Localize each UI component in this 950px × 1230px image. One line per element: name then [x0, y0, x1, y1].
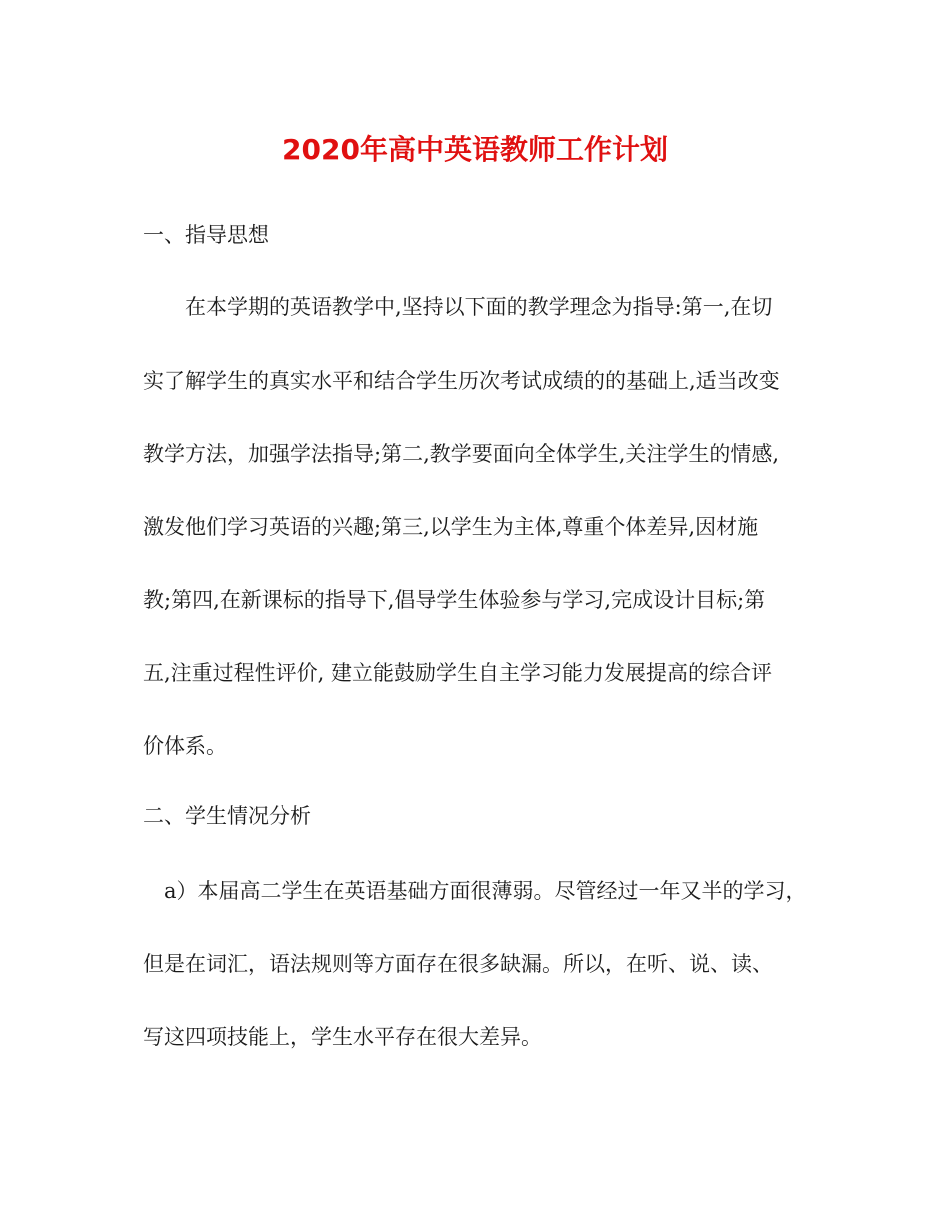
paragraph-line: a）本届高二学生在英语基础方面很薄弱。尽管经过一年又半的学习，: [143, 879, 807, 903]
paragraph-line: 写这四项技能上，学生水平存在很大差异。: [143, 1025, 542, 1049]
section-heading-guiding-thought: 一、指导思想: [143, 223, 269, 247]
paragraph-line: 教学方法，加强学法指导;第二,教学要面向全体学生,关注学生的情感,: [143, 442, 780, 466]
paragraph-line: 教;第四,在新课标的指导下,倡导学生体验参与学习,完成设计目标;第: [143, 588, 766, 612]
paragraph-line: 激发他们学习英语的兴趣;第三,以学生为主体,尊重个体差异,因材施: [143, 515, 759, 539]
paragraph-line: 在本学期的英语教学中,坚持以下面的教学理念为指导:第一,在切: [143, 295, 773, 319]
paragraph-line: 但是在词汇，语法规则等方面存在很多缺漏。所以，在听、说、读、: [143, 952, 773, 976]
paragraph-line: 五,注重过程性评价, 建立能鼓励学生自主学习能力发展提高的综合评: [143, 661, 773, 685]
paragraph-line: 实了解学生的真实水平和结合学生历次考试成绩的的基础上,适当改变: [143, 369, 780, 393]
section-heading-student-analysis: 二、学生情况分析: [143, 804, 311, 828]
document-title: 2020年高中英语教师工作计划: [282, 133, 668, 166]
paragraph-line: 价体系。: [143, 734, 227, 758]
